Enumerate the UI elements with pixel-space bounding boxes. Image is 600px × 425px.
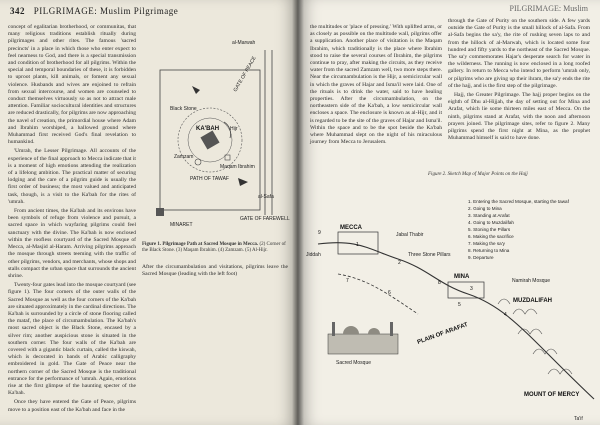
label-mount-mercy: MOUNT OF MERCY bbox=[524, 392, 580, 398]
right-page bbox=[298, 0, 600, 425]
label-mecca: MECCA bbox=[340, 225, 362, 231]
left-page bbox=[0, 0, 298, 425]
paragraph: Hajj, the Greater Pilgrimage. The hajj proper begins on the eighth of Dhu al-Hijjah, the day of setting out for Mina and Arafat, which lie some thirteen miles east of Mecca. On the ninth, pilgrims stand at Arafat, with the noon and afternoon prayers joined. The pilgrimage sites, refer to figure 2. Many pilgrims spend the first night at Mina, as the prophet Muhammad himself is said to have done. bbox=[448, 92, 590, 142]
paragraph: concept of egalitarian brotherhood, or communitas, that many religious traditions establish ritually during pilgrimages and other rites. The famous 'sacred precincts' in a place in which those who enter expect to feel nearness to God, and there is a special transmission and condition of brotherhood for all pilgrims. Within the special and temporal boundaries of these, it is forbidden to uproot plants, kill animals, or foment any sexual violence. Husbands and wives are enjoined to refrain from sexual intercourse, and women are counseled to conduct themselves virtuously so as not to attract male attention. Familiar sociocultural identities and structures are reduced drastically, for pilgrims are now approaching the navel of creation, the primordial house where Adam and Ibrahim worshiped, a hallowed ground where Muhammad first received God's final revelation to humankind. bbox=[8, 24, 136, 146]
marker-5: 5 bbox=[458, 302, 461, 308]
label-stoning-pillars: Three Stone Pillars bbox=[408, 252, 451, 258]
legend-item: 6. Making the sacrifice bbox=[468, 234, 514, 239]
maqam-ibrahim-shape bbox=[225, 155, 230, 160]
paragraph: After the circumambulation and visitations, pilgrims leave the Sacred Mosque (leading with the left foot) bbox=[142, 264, 288, 278]
label-hijr: Hijr bbox=[230, 126, 238, 132]
kabah-shape bbox=[200, 130, 219, 149]
label-gate-farewell: GATE OF FAREWELL bbox=[240, 216, 290, 222]
label-safa: al-Safa bbox=[258, 194, 274, 200]
marker-6: 6 bbox=[388, 290, 391, 296]
label-path: PATH OF TAWAF bbox=[190, 176, 229, 182]
legend-item: 2. Going to Mina bbox=[468, 206, 502, 211]
right-column-left bbox=[310, 24, 442, 148]
running-head-title: PILGRIMAGE: Muslim Pilgrimage bbox=[33, 6, 179, 16]
label-sacred-mosque: Sacred Mosque bbox=[336, 360, 372, 366]
zamzam-shape bbox=[195, 159, 201, 165]
paragraph: 'Umrah, the Lesser Pilgrimage. All accounts of the experience of the final approach to Mecca indicate that it is a moment of high emotions attending the realization of a lifelong ambition. The practical matter of securing lodging and the care of a pilgrim guide is usually the first order of business; the most valued and anticipated task, though, is a visit to the Ka'bah for the rites of 'umrah. bbox=[8, 148, 136, 205]
entry-arrow bbox=[192, 86, 200, 94]
paragraph: Twenty-four gates lead into the mosque courtyard (see figure 1). The four corners of the outer walls of the Sacred Mosque as well as the four corners of the Ka'bah are situated approximately in the cardinal directions. The Ka'bah is surrounded by a circle of stone flooring called the mataf, the place of circumambulation. The Ka'bah's most sacred object is the Black Stone, encased by a silver rim; another auspicious stone is situated in the southern corner. The four walls of the Ka'bah are covered with a gigantic black curtain, called the kiswah, which is decorated in bands of Arabic calligraphy embroidered in gold. The Gate of Peace near the northern corner of the Sacred Mosque is the traditional entrance for the performance of 'umrah. Again, emotions rise at the first glimpse of the haunting specter of the Ka'bah. bbox=[8, 282, 136, 397]
exit-arrow bbox=[238, 178, 248, 186]
legend-item: 9. Departure bbox=[468, 255, 494, 260]
secondary-route bbox=[338, 274, 418, 314]
hajj-route bbox=[318, 243, 594, 399]
label-minaret: MINARET bbox=[170, 222, 193, 228]
legend-item: 3. Standing at Arafat bbox=[468, 213, 510, 218]
mountain-cluster bbox=[498, 299, 572, 374]
paragraph: the multitudes or 'place of pressing.' With uplifted arms, or as closely as possible on the multitude wall, pilgrims offer a supplication. Another place of visitation is the Maqam Ibrahim, which traditionally is the place where Ibrahim stood to raise the several courses of Ibrahim, the pilgrims continue to pray, after making the circuits, as they receive water from the sacred Zamzam well, two more steps there. Near the circumambulation is the Hijr, a semicircular wall in which the graves of Hajar and Isma'il were laid. One of the rituals is to drink the water, said to have healing properties. After the circumambulation, on the northeastern side of the Ka'bah, a low semicircular wall encloses a space. The enclosure is known as al-Hijr, and it is regarded to be the site of the graves of Hajar and Isma'il. Within the space and to be the spot beside the Ka'bah where Muhammad slept on the night of his miraculous journey from Mecca to Jerusalem. bbox=[310, 24, 442, 146]
right-column-right bbox=[448, 18, 590, 144]
figure1-caption-title: Figure 1. Pilgrimage Path at Sacred Mosque in Mecca. bbox=[142, 242, 259, 247]
label-gate-of-peace: GATE OF PEACE bbox=[232, 55, 258, 93]
marker-4: 4 bbox=[504, 312, 507, 318]
legend-item: 8. Returning to Mina bbox=[468, 248, 510, 253]
label-zamzam: Zamzam bbox=[174, 154, 194, 160]
label-taif: Ta'if bbox=[574, 416, 583, 422]
label-mina: MINA bbox=[454, 274, 470, 280]
label-namirah: Namirah Mosque bbox=[512, 278, 551, 284]
label-arafat: PLAIN OF ARAFAT bbox=[416, 321, 469, 346]
figure1-caption-text: (2) Corner of the Black Stone. (3) Maqam Ibrahim. (4) Zamzam. (5) Al-Hijr. bbox=[142, 242, 286, 254]
page-number: 342 bbox=[10, 6, 25, 16]
running-head-left bbox=[10, 6, 178, 16]
marker-9: 9 bbox=[318, 230, 321, 236]
paragraph: Once they have entered the Gate of Peace, pilgrims move to a position east of the Ka'bah and face in the bbox=[8, 399, 136, 413]
left-column-text bbox=[8, 24, 136, 416]
legend-item: 1. Entering the Sacred Mosque, starting the tawaf bbox=[468, 199, 569, 204]
running-head-right: PILGRIMAGE: Muslim bbox=[509, 4, 588, 13]
figure1-diagram bbox=[140, 30, 290, 235]
label-marwah: al-Marwah bbox=[232, 40, 256, 46]
marker-2: 2 bbox=[398, 260, 401, 266]
label-jiddah: Jiddah bbox=[306, 252, 321, 258]
marker-3: 3 bbox=[470, 286, 473, 292]
figure2-title: Figure 2. Sketch Map of Major Points on the Hajj bbox=[428, 172, 528, 177]
label-black-stone: Black Stone bbox=[170, 106, 197, 112]
legend-item: 7. Making the sa'y bbox=[468, 241, 505, 246]
label-maqam: Maqam Ibrahim bbox=[220, 164, 255, 170]
label-kabah: KA'BAH bbox=[196, 126, 220, 132]
figure1-caption bbox=[142, 242, 290, 255]
label-muzdalifah: MUZDALIFAH bbox=[513, 298, 552, 304]
minaret-shape bbox=[156, 208, 164, 216]
marker-1: 1 bbox=[356, 242, 359, 248]
paragraph: through the Gate of Purity on the southern side. A few yards outside the Gate of Purity is the small hillock of al-Safa. From al-Safa begins the sa'y, the rite of rushing seven laps to and from the hillock of al-Marwah, which is located some four hundred and fifty yards to the northeast of the Sacred Mosque. The sa'y commemorates Hajar's desperate search for water in the wilderness. The running is now enclosed in a long roofed gallery. In return to Mecca who intend to perform 'umrah only, or pilgrims who are giving up their ihram, the sa'y ends the rite of the hajj, and is the first step of the pilgrimage. bbox=[448, 18, 590, 89]
book-gutter bbox=[292, 0, 304, 425]
label-jabal: Jabal Thabir bbox=[396, 232, 424, 238]
legend-item: 5. Stoning the Pillars bbox=[468, 227, 511, 232]
marker-7: 7 bbox=[346, 278, 349, 284]
legend-item: 4. Going to Muzdalifah bbox=[468, 220, 514, 225]
marker-8: 8 bbox=[438, 280, 441, 286]
figure2-legend bbox=[468, 198, 598, 261]
mina-block bbox=[448, 282, 484, 298]
sacred-mosque-drawing bbox=[328, 322, 398, 354]
left-column-bottom bbox=[142, 264, 288, 280]
paragraph: From ancient times, the Ka'bah and its environs have been symbols of refuge from violence and pursuit, a sacred space in which wayfaring pilgrims could feel sanctuary with the divine. The Ka'bah is now enclosed within the roofless courtyard of the Sacred Mosque of Mecca, al-Masjid al-Haram. Arriving pilgrims approach the mosque through streets teeming with the traffic of other pilgrims, vendors, and merchants, whose shops and stalls compact the urban space that surrounds the ancient shrine. bbox=[8, 208, 137, 279]
